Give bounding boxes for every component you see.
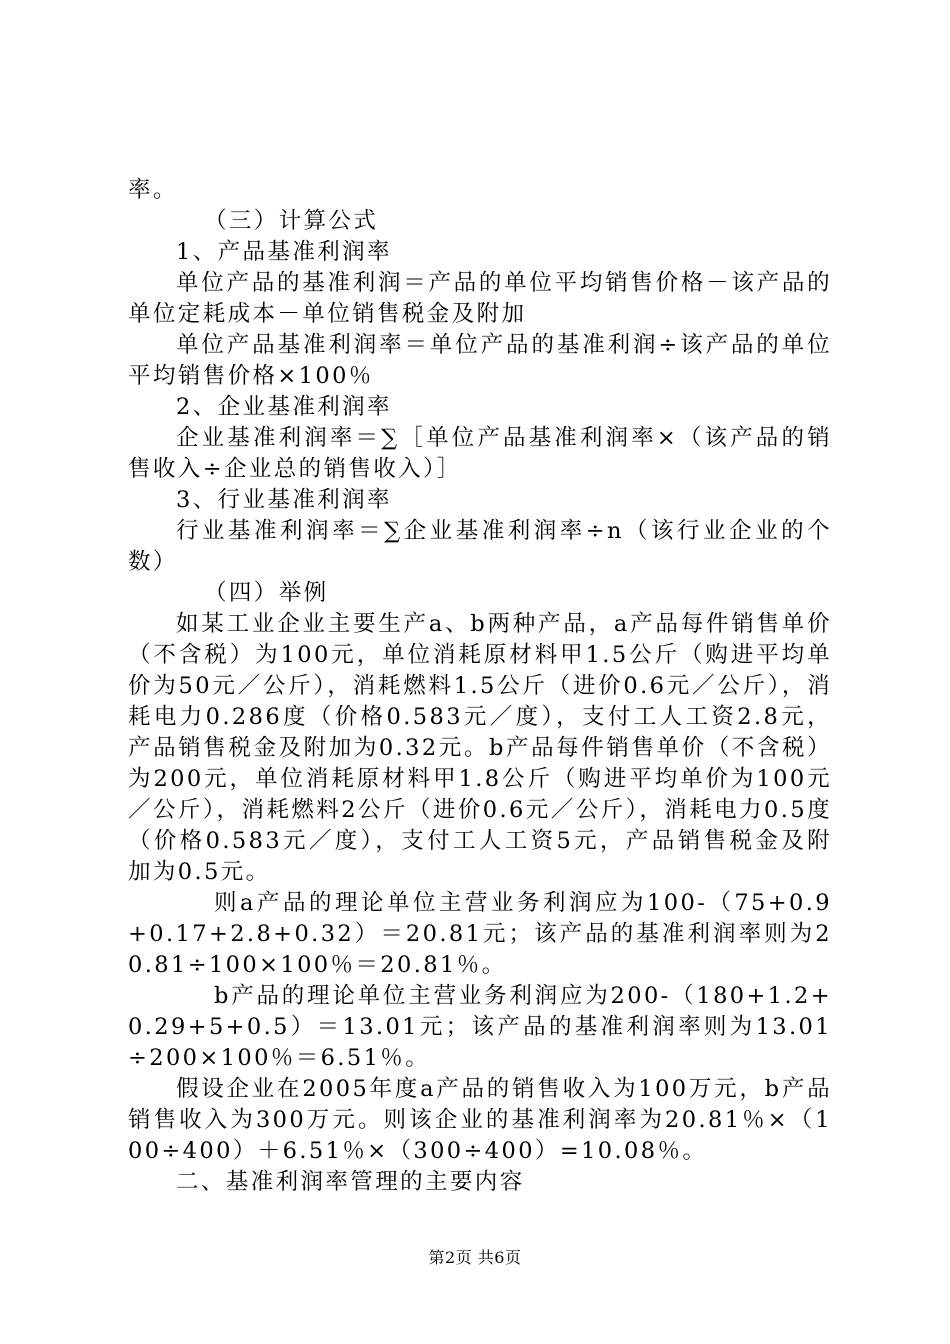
subheading-product-rate: 1、产品基准利润率: [176, 239, 392, 265]
formula-unit-profit: 单位产品的基准利润＝产品的单位平均销售价格－该产品的单位定耗成本－单位销售税金及附加: [128, 270, 832, 327]
subheading-enterprise-rate: 2、企业基准利润率: [176, 394, 392, 420]
section-heading-formula: （三）计算公式: [204, 208, 379, 234]
document-body: [128, 175, 832, 1198]
section-heading-management: 二、基准利润率管理的主要内容: [176, 1169, 525, 1195]
section-heading-example: （四）举例: [204, 580, 329, 606]
calculation-product-a: 则a产品的理论单位主营业务利润应为100-（75+0.9+0.17+2.8+0.32）＝20.81元；该产品的基准利润率则为20.81÷100×100％＝20.81％。: [128, 890, 832, 978]
formula-industry-rate: 行业基准利润率＝∑企业基准利润率÷n（该行业企业的个数）: [128, 518, 832, 575]
calculation-enterprise: 假设企业在2005年度a产品的销售收入为100万元，b产品销售收入为300万元。则该企业的基准利润率为20.81％×（100÷400）＋6.51％×（300÷400）=10.08％。: [128, 1076, 832, 1164]
page-footer: 第2页 共6页: [428, 1248, 522, 1267]
subheading-industry-rate: 3、行业基准利润率: [176, 487, 392, 513]
calculation-product-b: b产品的理论单位主营业务利润应为200-（180+1.2+0.29+5+0.5）＝13.01元；该产品的基准利润率则为13.01÷200×100％＝6.51％。: [128, 983, 832, 1071]
example-paragraph: 如某工业企业主要生产a、b两种产品，a产品每件销售单价（不含税）为100元，单位消耗原材料甲1.5公斤（购进平均单价为50元／公斤），消耗燃料1.5公斤（进价0.6元／公斤），消耗电力0.286度（价格0.583元／度），支付工人工资2.8元，产品销售税金及附加为0.32元。b产品每件销售单价（不含税）为200元，单位消耗原材料甲1.8公斤（购进平均单价为100元／公斤），消耗燃料2公斤（进价0.6元／公斤），消耗电力0.5度（价格0.583元／度），支付工人工资5元，产品销售税金及附加为0.5元。: [128, 611, 832, 885]
formula-enterprise-rate: 企业基准利润率＝∑［单位产品基准利润率×（该产品的销售收入÷企业总的销售收入）］: [128, 425, 832, 482]
paragraph-continuation: 率。: [128, 177, 178, 203]
formula-unit-profit-rate: 单位产品基准利润率＝单位产品的基准利润÷该产品的单位平均销售价格×100％: [128, 332, 832, 389]
